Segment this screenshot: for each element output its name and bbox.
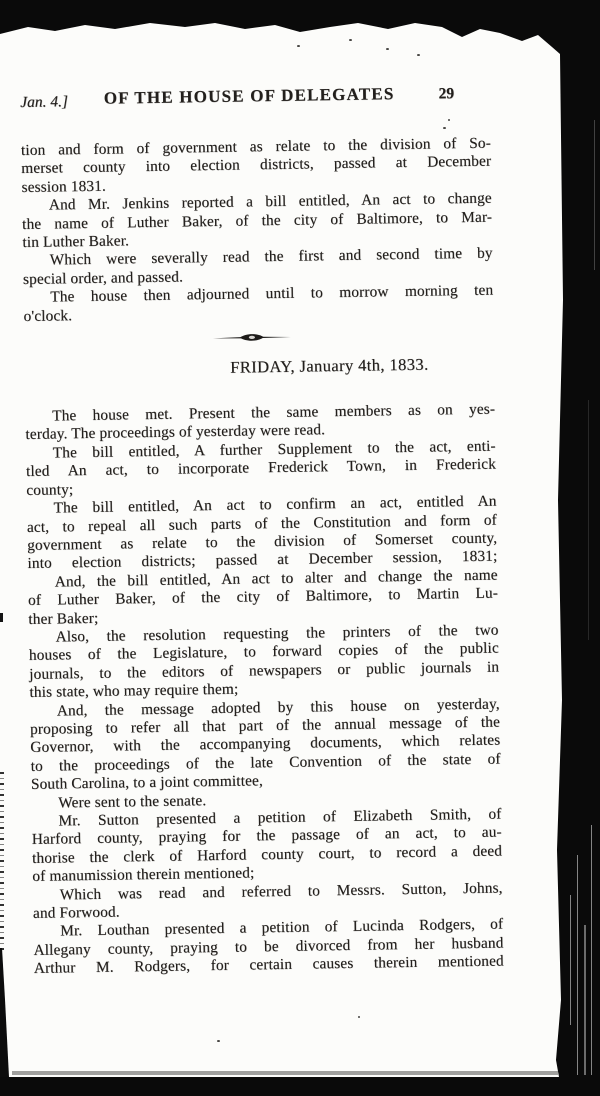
- text-line: of Luther Baker, of the city of Baltimore, to Martin Lu-: [27, 584, 499, 610]
- text-line: ther Baker;: [28, 609, 99, 628]
- text-line: government as relate to the division of Somerset county,: [27, 529, 498, 554]
- section-friday-proceedings: [25, 401, 504, 979]
- paragraph: [21, 135, 492, 198]
- text-line: The house met. Present the same members as on yes-: [51, 400, 496, 425]
- scan-artifact-left-nick: [0, 613, 3, 622]
- paragraph: [33, 916, 504, 979]
- text-line: And, the bill entitled, An act to alter and change the name: [54, 566, 498, 591]
- text-line: Also, the resolution requesting the printers of the two: [55, 621, 499, 646]
- text-line: o'clock.: [23, 306, 73, 325]
- text-line: the name of Luther Baker, of the city of Baltimore, to Mar-: [21, 208, 493, 233]
- text-line: And Mr. Jenkins reported a bill entitled, An act to change: [48, 189, 492, 214]
- text-line: thorise the clerk of Harford county court, to record a deed: [31, 842, 503, 867]
- text-line: Allegany county, praying to be divorced from her husband: [33, 934, 504, 959]
- text-line: this state, who may require them;: [29, 680, 239, 702]
- paragraph: [30, 695, 501, 794]
- text-line: tion and form of government as relate to the division of So-: [20, 134, 492, 159]
- text-line: Which was read and referred to Messrs. Sutton, Johns,: [59, 879, 503, 904]
- scan-artifact-streak: [594, 120, 595, 270]
- text-line: The bill entitled, A further Supplement to the act, enti-: [52, 437, 496, 462]
- printed-text-block: [20, 83, 504, 979]
- text-line: Mr. Louthan presented a petition of Lucinda Rodgers, of: [60, 915, 504, 940]
- text-line: South Carolina, to a joint committee,: [30, 772, 264, 794]
- scan-artifact-streak: [584, 925, 586, 1075]
- text-line: into election districts; passed at December session, 1831;: [27, 547, 498, 573]
- text-line: special order, and passed.: [22, 268, 184, 288]
- session-heading: FRIDAY, January 4th, 1833.: [230, 354, 429, 377]
- paragraph: [22, 190, 493, 253]
- header-title: OF THE HOUSE OF DELEGATES: [103, 84, 395, 108]
- paragraph: [28, 566, 499, 629]
- paragraph: [26, 493, 497, 574]
- scan-artifact-streak: [570, 895, 571, 1025]
- paragraph: [28, 621, 499, 702]
- text-line: act, to repeal all such parts of the Constitution and form of: [26, 511, 497, 536]
- header-page-number: 29: [438, 85, 455, 103]
- ornament-rule-icon: [212, 331, 292, 344]
- scan-artifact-left-speckle: [0, 772, 4, 954]
- scan-artifact-streak: [591, 825, 592, 1075]
- text-line: tled An act, to incorporate Frederick Town, in Frederick: [25, 455, 497, 481]
- text-line: terday. The proceedings of yesterday were read.: [25, 421, 326, 444]
- ink-speck: [386, 48, 389, 50]
- ornament-divider: [212, 328, 494, 344]
- ink-speck: [217, 1040, 220, 1042]
- text-line: houses of the Legislature, to forward copies of the public: [28, 639, 499, 665]
- paragraph: [23, 282, 494, 326]
- text-line: merset county into election districts, passed at December: [21, 153, 492, 178]
- text-line: The bill entitled, An act to confirm an act, entitled An: [53, 492, 497, 517]
- scan-artifact-streak: [577, 855, 578, 1075]
- paragraph: [26, 437, 497, 500]
- text-line: And, the message adopted by this house on yesterday,: [56, 695, 500, 720]
- page-bottom-edge-shadow: [12, 1071, 558, 1075]
- text-line: The house then adjourned until to morrow morning ten: [50, 281, 494, 306]
- ink-speck: [417, 54, 420, 56]
- ink-speck: [358, 1016, 360, 1018]
- text-line: session 1831.: [21, 177, 107, 196]
- text-line: Harford county, praying for the passage of an act, to au-: [31, 823, 502, 849]
- text-line: Which were severally read the first and second time by: [49, 245, 493, 269]
- section-previous-session: [21, 135, 494, 326]
- text-line: Arthur M. Rodgers, for certain causes therein mentioned: [33, 952, 504, 978]
- header-date-marker: Jan. 4.]: [20, 93, 69, 111]
- paragraph: [31, 806, 502, 887]
- text-line: to the proceedings of the late Convention of the state of: [30, 750, 501, 775]
- text-line: Mr. Sutton presented a petition of Elizabeth Smith, of: [58, 805, 502, 830]
- scan-artifact-streak: [588, 400, 589, 640]
- text-line: county;: [26, 480, 74, 499]
- ink-speck: [297, 45, 300, 47]
- text-line: Governor, with the accompanying documents, which relates: [30, 731, 501, 757]
- text-line: proposing to refer all that part of the annual message of the: [29, 713, 501, 738]
- text-line: of manumission therein mentioned;: [32, 864, 255, 886]
- text-line: journals, to the editors of newspapers or public journals in: [29, 658, 500, 683]
- ink-speck: [349, 39, 352, 41]
- text-line: tin Luther Baker.: [22, 232, 130, 252]
- text-line: and Forwood.: [32, 903, 120, 922]
- text-line: Were sent to the senate.: [58, 791, 207, 812]
